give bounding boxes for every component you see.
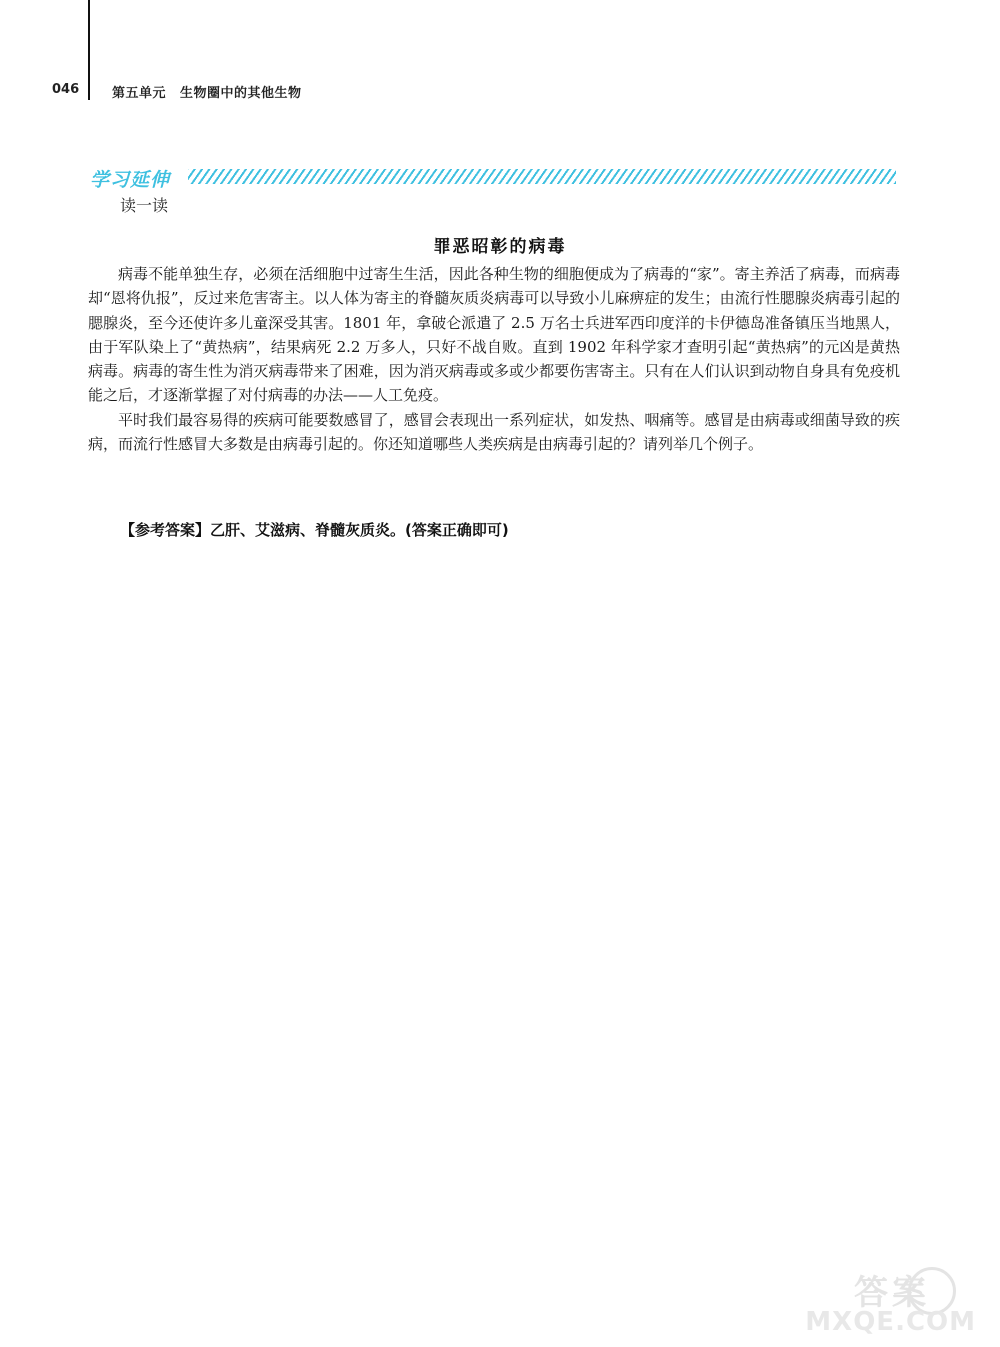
article-paragraph: 病毒不能单独生存，必须在活细胞中过寄生生活，因此各种生物的细胞便成为了病毒的“家”。寄主养活了病毒，而病毒却“恩将仇报”，反过来危害寄主。以人体为寄主的脊髓灰质炎病毒可以导致小儿麻痹症的发生；由流行性腮腺炎病毒引起的腮腺炎，至今还使许多儿童深受其害。1801 年，拿破仑派遣了 2.5 万名士兵进军西印度洋的卡伊德岛准备镇压当地黑人，由于军队染上了“黄热病”，结果病死 2.2 万多人，只好不战自败。直到 1902 年科学家才查明引起“黄热病”的元凶是黄热病毒。病毒的寄生性为消灭病毒带来了困难，因为消灭病毒或多或少都要伤害寄主。只有在人们认识到动物自身具有免疫机能之后，才逐渐掌握了对付病毒的办法——人工免疫。 [88,265,900,405]
article-title: 罪恶昭彰的病毒 [433,237,567,257]
section-heading-decoration [188,169,896,184]
page-number: 046 [52,82,80,97]
header-divider-line [88,0,90,100]
chapter-label: 生物圈中的其他生物 [180,86,302,101]
question-paragraph: 平时我们最容易得的疾病可能要数感冒了，感冒会表现出一系列症状，如发热、咽痛等。感冒是由病毒或细菌导致的疾病，而流行性感冒大多数是由病毒引起的。你还知道哪些人类疾病是由病毒引起的？请列举几个例子。 [88,410,900,454]
watermark-cn-text: 答案 [854,1273,930,1313]
site-watermark [791,1265,976,1337]
unit-label: 第五单元 [112,86,167,101]
watermark-url-text: MXQE.COM [805,1307,976,1337]
section-subheading: 读一读 [120,196,169,215]
running-header [112,82,316,101]
section-heading: 学习延伸 [90,169,171,191]
article-body [88,262,900,456]
reference-answer: 【参考答案】乙肝、艾滋病、脊髓灰质炎。(答案正确即可) [120,521,509,539]
